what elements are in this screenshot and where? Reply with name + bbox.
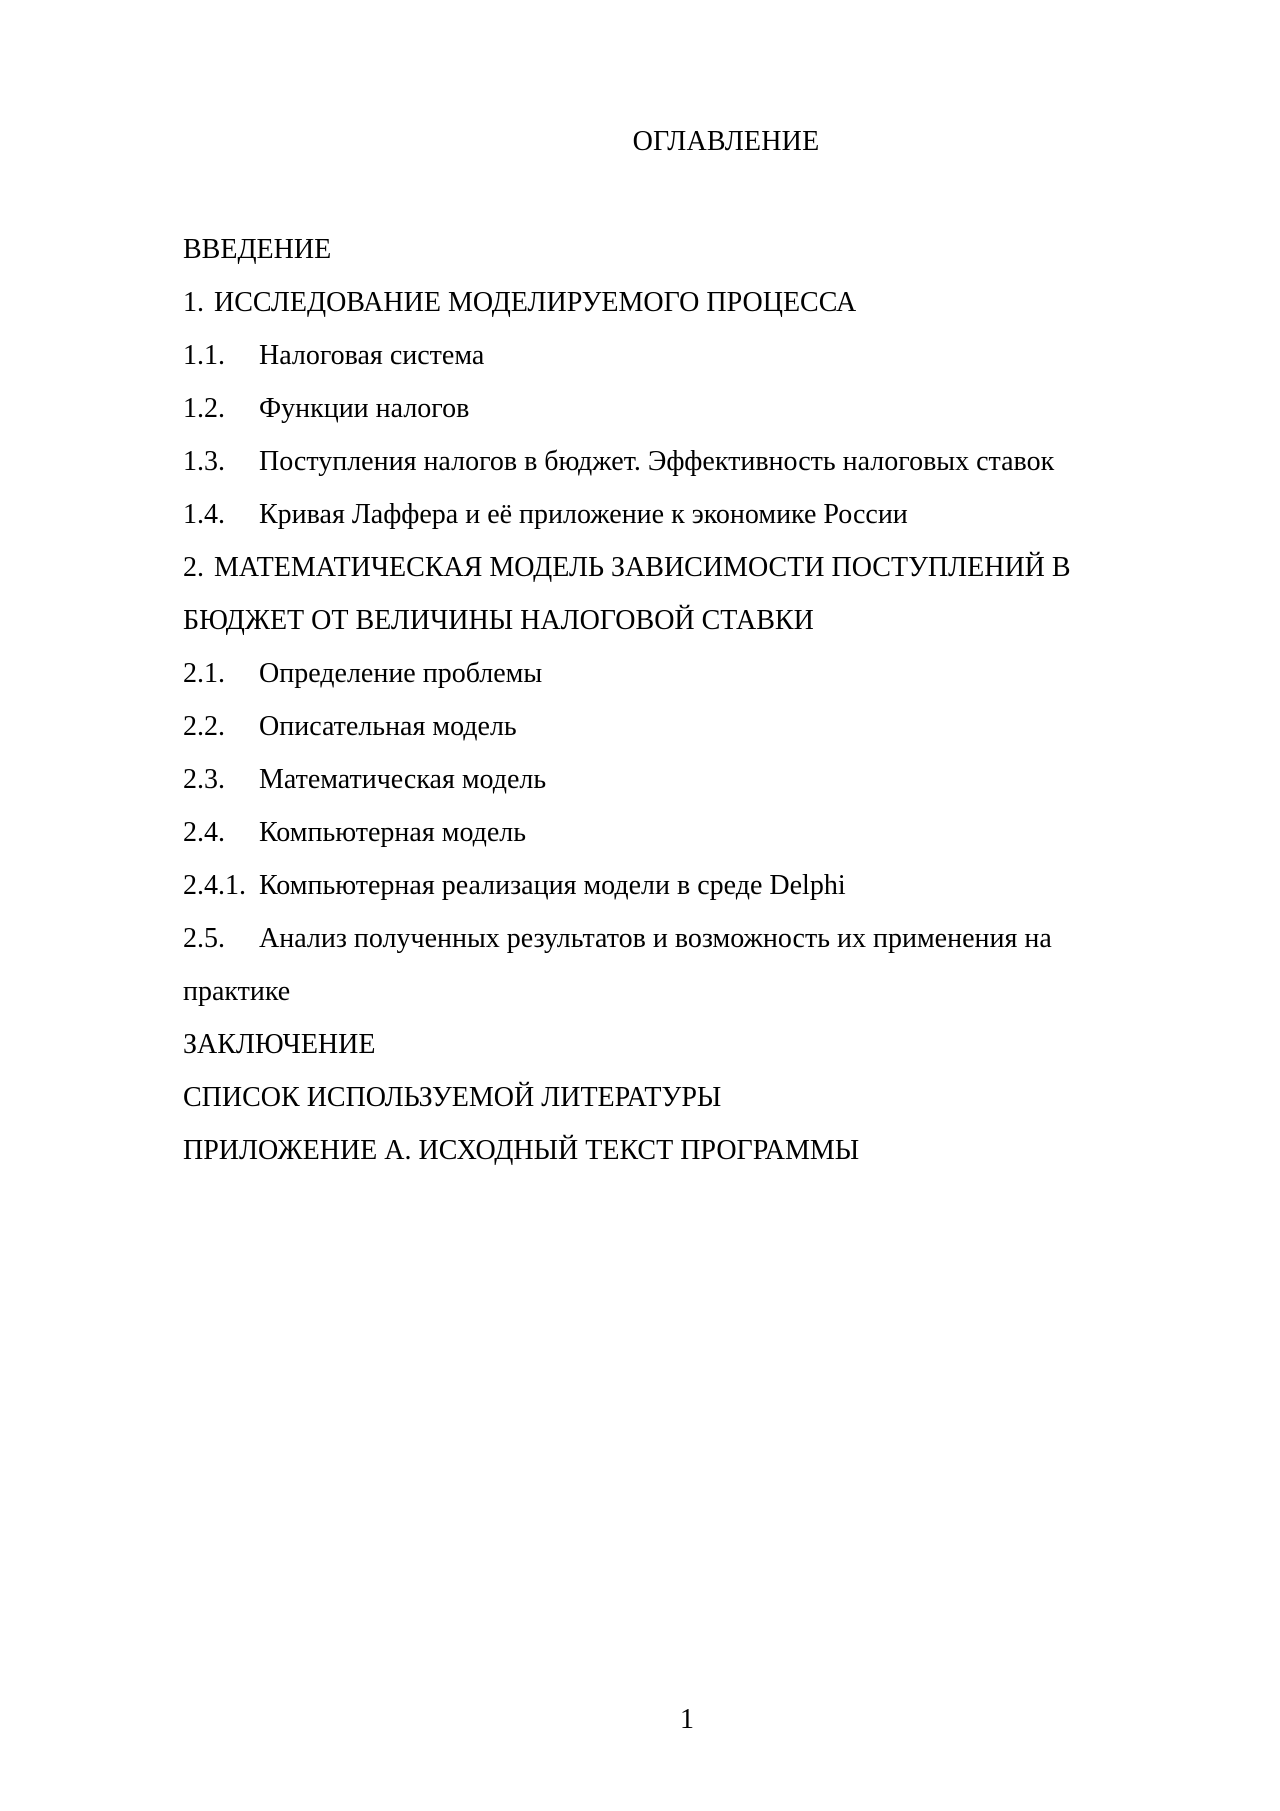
- toc-entry-number: 2.3.: [183, 764, 225, 795]
- toc-entry-section-2-1: [183, 647, 1163, 700]
- toc-entry-section-1-3: [183, 435, 1163, 488]
- toc-entry-section-2-5: [183, 912, 1163, 965]
- toc-entry-text: Анализ полученных результатов и возможность их применения на: [259, 923, 1052, 954]
- toc-entry-text: ИССЛЕДОВАНИЕ МОДЕЛИРУЕМОГО ПРОЦЕССА: [214, 287, 857, 318]
- toc-entry-number: 2.5.: [183, 923, 225, 954]
- toc-entry-text: ПРИЛОЖЕНИЕ А. ИСХОДНЫЙ ТЕКСТ ПРОГРАММЫ: [183, 1135, 860, 1166]
- toc-entry-text: Математическая модель: [259, 764, 547, 795]
- toc-entry-number: 2.: [183, 552, 204, 583]
- toc-entry-number: 2.1.: [183, 658, 225, 689]
- toc-entry-section-2-5-continued: [183, 965, 1163, 1018]
- toc-entry-section-1-1: [183, 329, 1163, 382]
- toc-entry-conclusion: [183, 1018, 1163, 1071]
- toc-entry-number: 2.4.: [183, 817, 225, 848]
- toc-entry-text: Налоговая система: [259, 340, 485, 371]
- toc-entry-text: БЮДЖЕТ ОТ ВЕЛИЧИНЫ НАЛОГОВОЙ СТАВКИ: [183, 605, 814, 636]
- toc-entry-section-2-2: [183, 700, 1163, 753]
- toc-entry-text: Функции налогов: [259, 393, 470, 424]
- toc-entry-section-2-3: [183, 753, 1163, 806]
- toc-entry-number: 2.4.1.: [183, 870, 246, 901]
- page-title: ОГЛАВЛЕНИЕ: [632, 126, 820, 157]
- toc-entry-section-2-continued: [183, 594, 1163, 647]
- toc-entry-text: МАТЕМАТИЧЕСКАЯ МОДЕЛЬ ЗАВИСИМОСТИ ПОСТУПЛЕНИЙ В: [214, 552, 1071, 583]
- page-number: 1: [680, 1704, 694, 1735]
- toc-entry-text: Компьютерная реализация модели в среде Delphi: [259, 870, 846, 901]
- toc-entry-text: ЗАКЛЮЧЕНИЕ: [183, 1029, 376, 1060]
- toc-entry-section-1-4: [183, 488, 1163, 541]
- toc-entry-text: Поступления налогов в бюджет. Эффективность налоговых ставок: [259, 446, 1055, 477]
- toc-entry-number: 1.3.: [183, 446, 225, 477]
- toc-entry-number: 1.1.: [183, 340, 225, 371]
- toc-entry-text: СПИСОК ИСПОЛЬЗУЕМОЙ ЛИТЕРАТУРЫ: [183, 1082, 722, 1113]
- toc-entry-text: ВВЕДЕНИЕ: [183, 234, 332, 265]
- toc-entry-text: Компьютерная модель: [259, 817, 527, 848]
- toc-entry-references: [183, 1071, 1163, 1124]
- toc-entry-number: 1.4.: [183, 499, 225, 530]
- toc-entry-section-2-4: [183, 806, 1163, 859]
- toc-entry-text: Кривая Лаффера и её приложение к экономике России: [259, 499, 908, 530]
- toc-entry-text: Описательная модель: [259, 711, 517, 742]
- toc-entry-text: практике: [183, 976, 291, 1007]
- toc-entry-section-1: [183, 276, 1163, 329]
- toc-entry-appendix: [183, 1124, 1163, 1177]
- toc-entry-section-1-2: [183, 382, 1163, 435]
- toc-entry-section-2: [183, 541, 1163, 594]
- toc-entry-number: 1.: [183, 287, 204, 318]
- toc-entry-section-2-4-1: [183, 859, 1163, 912]
- table-of-contents: [183, 223, 1163, 1177]
- toc-entry-number: 2.2.: [183, 711, 225, 742]
- toc-entry-introduction: [183, 223, 1163, 276]
- toc-entry-text: Определение проблемы: [259, 658, 543, 689]
- toc-entry-number: 1.2.: [183, 393, 225, 424]
